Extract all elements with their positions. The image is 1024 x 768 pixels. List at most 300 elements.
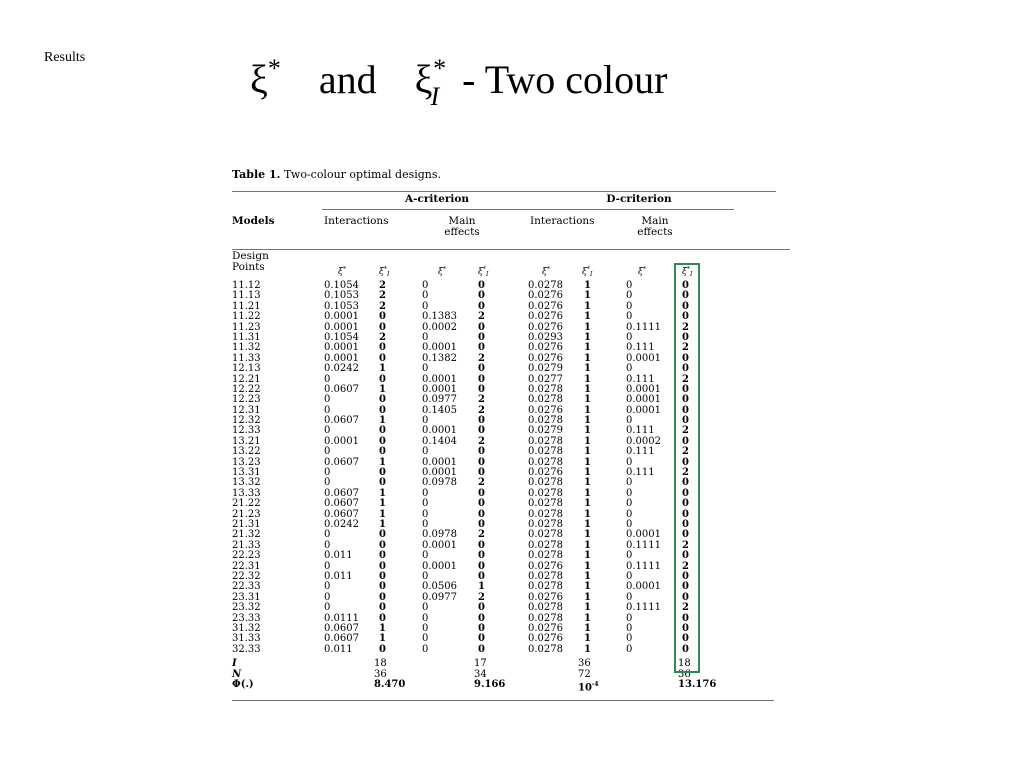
table-cell: 0.0276 bbox=[528, 321, 563, 333]
table-cell: 0.0607 bbox=[324, 456, 359, 468]
table-cell: 0.0278 bbox=[528, 280, 563, 291]
table-cell: 0 bbox=[478, 612, 485, 624]
table-cell: 0 bbox=[379, 446, 386, 458]
summary-cell: 13.176 bbox=[678, 679, 717, 690]
table-cell: 0.0293 bbox=[528, 331, 563, 343]
table-cell: 0.0278 bbox=[528, 581, 563, 593]
table-cell: 0.0278 bbox=[528, 602, 563, 614]
d-criterion-header: D-criterion bbox=[606, 193, 672, 205]
table-cell: 1 bbox=[584, 456, 591, 468]
table-cell: 0 bbox=[682, 415, 689, 427]
design-point-cell: 23.31 bbox=[232, 591, 261, 603]
table-cell: 0.0001 bbox=[324, 435, 359, 447]
table-cell: 0 bbox=[379, 373, 386, 385]
table-cell: 0.0277 bbox=[528, 373, 563, 385]
design-point-cell: 11.12 bbox=[232, 280, 261, 291]
table-cell: 1 bbox=[584, 446, 591, 458]
table-cell: 0 bbox=[324, 477, 331, 489]
highlight-box bbox=[674, 263, 700, 673]
table-cell: 0.0276 bbox=[528, 342, 563, 354]
table-cell: 0 bbox=[682, 550, 689, 562]
design-point-cell: 22.32 bbox=[232, 570, 261, 582]
table-cell: 0 bbox=[324, 446, 331, 458]
table-cell: 1 bbox=[584, 602, 591, 614]
table-cell: 1 bbox=[584, 383, 591, 395]
table-cell: 0 bbox=[626, 498, 633, 510]
table-cell: 1 bbox=[478, 581, 485, 593]
table-cell: 0 bbox=[626, 508, 633, 520]
design-point-cell: 11.23 bbox=[232, 321, 261, 333]
a-criterion-header: A-criterion bbox=[404, 193, 470, 205]
table-cell: 2 bbox=[682, 560, 689, 572]
table-cell: 0 bbox=[478, 280, 485, 291]
table-cell: 1 bbox=[584, 560, 591, 572]
design-points-header: Design Points bbox=[232, 250, 269, 273]
table-cell: 0 bbox=[379, 539, 386, 551]
table-cell: 0 bbox=[379, 311, 386, 323]
design-point-cell: 13.21 bbox=[232, 435, 261, 447]
table-cell: 0 bbox=[379, 342, 386, 354]
xi-star-col-1: ξ* bbox=[338, 266, 346, 277]
table-cell: 0 bbox=[682, 477, 689, 489]
table-cell: 0 bbox=[379, 352, 386, 364]
table-cell: 2 bbox=[478, 311, 485, 323]
design-point-cell: 32.33 bbox=[232, 643, 261, 655]
table-cell: 0 bbox=[626, 591, 633, 603]
design-point-cell: 11.32 bbox=[232, 342, 261, 354]
table-cell: 0 bbox=[324, 591, 331, 603]
table-cell: 0 bbox=[422, 612, 429, 624]
table-cell: 0 bbox=[478, 518, 485, 530]
table-cell: 0 bbox=[478, 467, 485, 479]
summary-row bbox=[232, 679, 776, 694]
table-cell: 0.0278 bbox=[528, 529, 563, 541]
design-point-cell: 13.33 bbox=[232, 487, 261, 499]
xi-star-col-4: ξ* bbox=[638, 266, 646, 277]
table-cell: 1 bbox=[584, 290, 591, 302]
summary-cell: 34 bbox=[474, 668, 487, 680]
table-cell: 0 bbox=[626, 331, 633, 343]
section-label: Results bbox=[44, 50, 86, 65]
table-cell: 0 bbox=[478, 331, 485, 343]
table-cell: 0.0607 bbox=[324, 487, 359, 499]
table-cell: 0 bbox=[682, 487, 689, 499]
table-cell: 0.0001 bbox=[626, 383, 661, 395]
table-cell: 0.1054 bbox=[324, 280, 359, 291]
a-interactions-header: Interactions bbox=[324, 215, 389, 227]
table-cell: 0.111 bbox=[626, 342, 655, 354]
table-cell: 0 bbox=[682, 581, 689, 593]
table-cell: 1 bbox=[584, 518, 591, 530]
table-cell: 0 bbox=[478, 290, 485, 302]
table-cell: 0 bbox=[324, 529, 331, 541]
table-cell: 0.0001 bbox=[324, 311, 359, 323]
table-cell: 0 bbox=[422, 570, 429, 582]
table-cell: 2 bbox=[478, 352, 485, 364]
table-cell: 0 bbox=[682, 331, 689, 343]
summary-cell: 8.470 bbox=[374, 679, 406, 690]
table-cell: 1 bbox=[584, 363, 591, 375]
design-point-cell: 11.33 bbox=[232, 352, 261, 364]
design-point-cell: 12.22 bbox=[232, 383, 261, 395]
table-cell: 0.0001 bbox=[422, 539, 457, 551]
table-cell: 1 bbox=[584, 280, 591, 291]
table-cell: 0 bbox=[682, 300, 689, 312]
table-cell: 0 bbox=[682, 622, 689, 634]
table-cell: 0 bbox=[422, 300, 429, 312]
table-cell: 0.0001 bbox=[422, 342, 457, 354]
title-and: and bbox=[318, 57, 377, 102]
table-cell: 0 bbox=[324, 425, 331, 437]
table-bottom-rule bbox=[232, 700, 774, 701]
table-cell: 0.0977 bbox=[422, 591, 457, 603]
table-cell: 0 bbox=[478, 602, 485, 614]
design-point-cell: 12.33 bbox=[232, 425, 261, 437]
table-cell: 0 bbox=[379, 435, 386, 447]
table-cell: 0.1111 bbox=[626, 560, 661, 572]
design-point-cell: 13.23 bbox=[232, 456, 261, 468]
title-rest: - Two colour bbox=[462, 57, 668, 102]
table-cell: 1 bbox=[379, 383, 386, 395]
table-cell: 1 bbox=[584, 311, 591, 323]
table-cell: 0.0001 bbox=[422, 425, 457, 437]
table-cell: 0.0279 bbox=[528, 363, 563, 375]
title-xi-i-subscript: I bbox=[430, 82, 440, 111]
criterion-underline bbox=[322, 209, 734, 210]
table-cell: 1 bbox=[584, 477, 591, 489]
table-cell: 0.111 bbox=[626, 467, 655, 479]
table-cell: 0.0977 bbox=[422, 394, 457, 406]
table-cell: 0.0001 bbox=[626, 529, 661, 541]
table-cell: 0 bbox=[478, 487, 485, 499]
table-cell: 0.0002 bbox=[422, 321, 457, 333]
xi-i-star-col-1: $\xi^*_I$ bbox=[379, 266, 390, 278]
table-cell: 0 bbox=[626, 477, 633, 489]
design-point-cell: 12.32 bbox=[232, 415, 261, 427]
table-cell: 0 bbox=[478, 446, 485, 458]
table-cell: 1 bbox=[379, 622, 386, 634]
table-cell: 1 bbox=[584, 591, 591, 603]
table-cell: 0 bbox=[682, 383, 689, 395]
table-cell: 1 bbox=[379, 633, 386, 645]
table-cell: 0 bbox=[626, 633, 633, 645]
table-cell: 1 bbox=[584, 404, 591, 416]
table-cell: 1 bbox=[584, 331, 591, 343]
summary-label: Φ(.) bbox=[232, 679, 254, 690]
table-caption bbox=[232, 168, 776, 186]
table-cell: 0.0242 bbox=[324, 518, 359, 530]
table-cell: 0.0001 bbox=[422, 373, 457, 385]
table-cell: 0.0978 bbox=[422, 529, 457, 541]
table-caption-label: Table 1. bbox=[232, 168, 281, 181]
table-cell: 0 bbox=[379, 560, 386, 572]
table-cell: 0 bbox=[422, 290, 429, 302]
table-cell: 1 bbox=[584, 581, 591, 593]
design-point-cell: 13.31 bbox=[232, 467, 261, 479]
design-point-cell: 22.23 bbox=[232, 550, 261, 562]
summary-label: I bbox=[232, 658, 237, 669]
table-cell: 0 bbox=[478, 321, 485, 333]
summary-cell: $10^{-4}$ bbox=[578, 681, 599, 694]
table-cell: 0 bbox=[379, 612, 386, 624]
design-point-cell: 11.13 bbox=[232, 290, 261, 302]
table-cell: 2 bbox=[478, 404, 485, 416]
table-cell: 0 bbox=[422, 602, 429, 614]
design-point-cell: 21.33 bbox=[232, 539, 261, 551]
table-cell: 0 bbox=[379, 591, 386, 603]
table-cell: 0 bbox=[422, 643, 429, 655]
table-cell: 2 bbox=[682, 602, 689, 614]
table-cell: 0 bbox=[478, 550, 485, 562]
table-cell: 0.0276 bbox=[528, 352, 563, 364]
table-cell: 0 bbox=[682, 280, 689, 291]
table-cell: 0.1054 bbox=[324, 331, 359, 343]
xi-i-star-col-3: $\xi^*_I$ bbox=[582, 266, 593, 278]
table-cell: 2 bbox=[682, 446, 689, 458]
table-cell: 0.0276 bbox=[528, 591, 563, 603]
table-cell: 0 bbox=[422, 446, 429, 458]
table-cell: 0 bbox=[626, 415, 633, 427]
header-rule bbox=[232, 249, 790, 250]
table-cell: 0.0278 bbox=[528, 570, 563, 582]
table-cell: 0 bbox=[682, 394, 689, 406]
table-cell: 0.111 bbox=[626, 373, 655, 385]
table-cell: 0.0278 bbox=[528, 456, 563, 468]
title-xi-star: * bbox=[267, 54, 281, 83]
table-cell: 2 bbox=[478, 394, 485, 406]
table-cell: 0 bbox=[478, 456, 485, 468]
table-cell: 0 bbox=[422, 280, 429, 291]
table-cell: 0 bbox=[422, 633, 429, 645]
table-cell: 0 bbox=[626, 280, 633, 291]
table-cell: 0.0278 bbox=[528, 550, 563, 562]
design-point-cell: 11.31 bbox=[232, 331, 261, 343]
table-cell: 1 bbox=[584, 352, 591, 364]
table-cell: 0 bbox=[626, 643, 633, 655]
table-cell: 0 bbox=[682, 290, 689, 302]
table-cell: 0.0278 bbox=[528, 508, 563, 520]
table-cell: 0 bbox=[682, 363, 689, 375]
design-point-cell: 11.22 bbox=[232, 311, 261, 323]
table-cell: 0.0276 bbox=[528, 290, 563, 302]
table-cell: 1 bbox=[584, 342, 591, 354]
table-cell: 0 bbox=[682, 404, 689, 416]
table-cell: 1 bbox=[584, 622, 591, 634]
table-cell: 0 bbox=[682, 643, 689, 655]
table-cell: 0.0276 bbox=[528, 560, 563, 572]
table-cell: 0 bbox=[626, 300, 633, 312]
table-cell: 0.0607 bbox=[324, 633, 359, 645]
table-cell: 0 bbox=[626, 550, 633, 562]
table-cell: 2 bbox=[478, 529, 485, 541]
table-cell: 0.0278 bbox=[528, 539, 563, 551]
table-cell: 0.0278 bbox=[528, 612, 563, 624]
table-cell: 0 bbox=[422, 550, 429, 562]
table-cell: 1 bbox=[584, 612, 591, 624]
table-cell: 0 bbox=[626, 456, 633, 468]
table-cell: 0.0278 bbox=[528, 435, 563, 447]
table-cell: 2 bbox=[682, 539, 689, 551]
table-cell: 0.0001 bbox=[626, 394, 661, 406]
table-cell: 0 bbox=[422, 415, 429, 427]
table-cell: 1 bbox=[379, 508, 386, 520]
table-caption-text: Two-colour optimal designs. bbox=[283, 168, 442, 181]
table-cell: 0 bbox=[478, 508, 485, 520]
table-cell: 0.0276 bbox=[528, 404, 563, 416]
table-cell: 0 bbox=[478, 373, 485, 385]
table-cell: 1 bbox=[584, 539, 591, 551]
table-cell: 0.0001 bbox=[422, 456, 457, 468]
table-cell: 0 bbox=[324, 394, 331, 406]
table-cell: 0.0978 bbox=[422, 477, 457, 489]
table-cell: 0 bbox=[422, 331, 429, 343]
summary-label: N bbox=[232, 668, 242, 680]
table-cell: 0 bbox=[379, 550, 386, 562]
table-cell: 0 bbox=[682, 591, 689, 603]
table-cell: 0 bbox=[379, 581, 386, 593]
table-cell: 0 bbox=[682, 435, 689, 447]
models-header: Models bbox=[232, 215, 275, 227]
table-cell: 0.0001 bbox=[626, 352, 661, 364]
table-cell: 0 bbox=[324, 560, 331, 572]
table-cell: 0 bbox=[682, 529, 689, 541]
table-cell: 0.111 bbox=[626, 425, 655, 437]
table-cell: 0 bbox=[478, 425, 485, 437]
xi-i-star-col-2: $\xi^*_I$ bbox=[478, 266, 489, 278]
table-cell: 1 bbox=[584, 643, 591, 655]
table-cell: 0 bbox=[682, 352, 689, 364]
table-cell: 0 bbox=[379, 394, 386, 406]
table-cell: 1 bbox=[379, 456, 386, 468]
table-cell: 0.011 bbox=[324, 570, 353, 582]
table-cell: 0 bbox=[626, 622, 633, 634]
table-cell: 0 bbox=[682, 508, 689, 520]
xi-i-star-col-4: $\xi^*_I$ bbox=[682, 266, 693, 278]
title-xi-i-symbol: ξ bbox=[414, 57, 433, 102]
d-main-effects-header: Main effects bbox=[637, 215, 673, 238]
table-cell: 0.0276 bbox=[528, 622, 563, 634]
table-cell: 0 bbox=[478, 498, 485, 510]
table-cell: 2 bbox=[379, 300, 386, 312]
table-cell: 1 bbox=[584, 633, 591, 645]
design-point-cell: 12.23 bbox=[232, 394, 261, 406]
table-cell: 2 bbox=[478, 591, 485, 603]
table-cell: 0 bbox=[379, 643, 386, 655]
slide-title bbox=[250, 44, 667, 110]
design-point-cell: 12.21 bbox=[232, 373, 261, 385]
table-cell: 0 bbox=[324, 602, 331, 614]
xi-star-col-2: ξ* bbox=[438, 266, 446, 277]
table-cell: 0 bbox=[682, 498, 689, 510]
design-point-cell: 22.33 bbox=[232, 581, 261, 593]
summary-cell: 18 bbox=[678, 658, 691, 669]
table-cell: 0.0111 bbox=[324, 612, 359, 624]
table-cell: 0 bbox=[422, 518, 429, 530]
table-cell: 0.0278 bbox=[528, 487, 563, 499]
table-cell: 0.0001 bbox=[626, 404, 661, 416]
summary-cell: 36 bbox=[374, 668, 387, 680]
design-point-cell: 13.32 bbox=[232, 477, 261, 489]
table-cell: 0 bbox=[478, 383, 485, 395]
table-cell: 0.0276 bbox=[528, 467, 563, 479]
table-cell: 2 bbox=[478, 435, 485, 447]
table-cell: 0 bbox=[478, 570, 485, 582]
table-cell: 0.0001 bbox=[324, 342, 359, 354]
table-cell: 1 bbox=[379, 518, 386, 530]
table-cell: 0.0607 bbox=[324, 498, 359, 510]
table-cell: 1 bbox=[584, 467, 591, 479]
table-cell: 2 bbox=[379, 331, 386, 343]
table-cell: 0.0278 bbox=[528, 477, 563, 489]
table-cell: 0 bbox=[682, 311, 689, 323]
table-cell: 1 bbox=[584, 415, 591, 427]
table-cell: 0 bbox=[324, 539, 331, 551]
table-cell: 0 bbox=[478, 300, 485, 312]
table-cell: 0.111 bbox=[626, 446, 655, 458]
table-cell: 0.0242 bbox=[324, 363, 359, 375]
table-cell: 1 bbox=[584, 435, 591, 447]
design-point-cell: 21.31 bbox=[232, 518, 261, 530]
table-cell: 0 bbox=[682, 633, 689, 645]
design-point-cell: 13.22 bbox=[232, 446, 261, 458]
table-cell: 0.0001 bbox=[626, 581, 661, 593]
table-cell: 0 bbox=[379, 570, 386, 582]
table-cell: 0.0001 bbox=[324, 352, 359, 364]
table-cell: 0.1111 bbox=[626, 602, 661, 614]
table-cell: 2 bbox=[379, 280, 386, 291]
table-cell: 2 bbox=[379, 290, 386, 302]
table-cell: 0 bbox=[626, 363, 633, 375]
table-cell: 0.0001 bbox=[422, 467, 457, 479]
table-cell: 0.0278 bbox=[528, 394, 563, 406]
table-cell: 0.1111 bbox=[626, 539, 661, 551]
table-cell: 0 bbox=[324, 581, 331, 593]
table-cell: 0.0276 bbox=[528, 300, 563, 312]
table-cell: 2 bbox=[682, 342, 689, 354]
table-cell: 0.011 bbox=[324, 643, 353, 655]
table-cell: 1 bbox=[379, 415, 386, 427]
table-cell: 0.0276 bbox=[528, 633, 563, 645]
table-cell: 0 bbox=[626, 290, 633, 302]
table-cell: 1 bbox=[584, 394, 591, 406]
table-cell: 0.1053 bbox=[324, 290, 359, 302]
design-point-cell: 31.33 bbox=[232, 633, 261, 645]
table-cell: 2 bbox=[478, 477, 485, 489]
table-cell: 0.0278 bbox=[528, 446, 563, 458]
design-point-cell: 21.32 bbox=[232, 529, 261, 541]
table-cell: 0 bbox=[379, 529, 386, 541]
table-cell: 0.0607 bbox=[324, 415, 359, 427]
table-cell: 0 bbox=[324, 373, 331, 385]
table-cell: 0 bbox=[478, 560, 485, 572]
table-cell: 0.1383 bbox=[422, 311, 457, 323]
table-cell: 0 bbox=[682, 570, 689, 582]
table-cell: 0.0506 bbox=[422, 581, 457, 593]
table-cell: 2 bbox=[682, 467, 689, 479]
table-cell: 1 bbox=[584, 570, 591, 582]
design-point-cell: 31.32 bbox=[232, 622, 261, 634]
design-point-cell: 23.33 bbox=[232, 612, 261, 624]
table-cell: 1 bbox=[584, 498, 591, 510]
table-cell: 0 bbox=[626, 311, 633, 323]
a-main-effects-header: Main effects bbox=[444, 215, 480, 238]
table-cell: 0 bbox=[626, 518, 633, 530]
design-point-cell: 21.22 bbox=[232, 498, 261, 510]
title-xi-i-star: * bbox=[433, 54, 447, 83]
table-cell: 2 bbox=[682, 321, 689, 333]
table-cell: 0 bbox=[478, 622, 485, 634]
table-cell: 0.0278 bbox=[528, 415, 563, 427]
